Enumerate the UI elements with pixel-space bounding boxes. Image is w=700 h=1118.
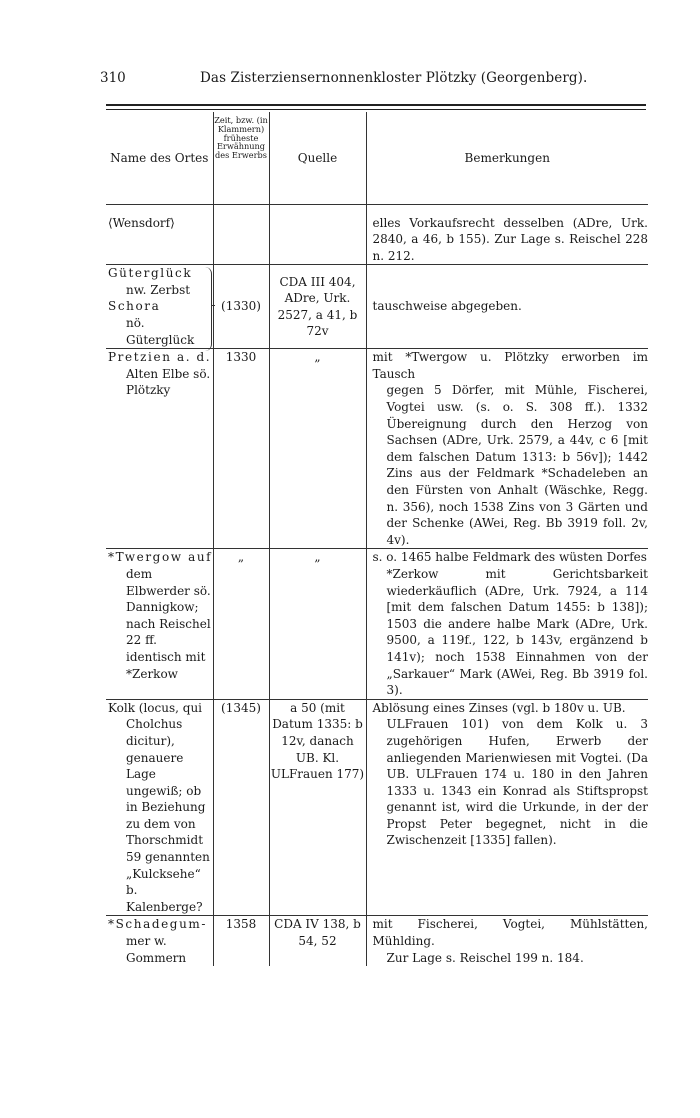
column-header-remarks: Bemerkungen	[366, 112, 648, 205]
running-head: Das Zisterziensernonnenkloster Plötzky (Georgenberg).	[200, 70, 588, 86]
remarks: Ablösung eines Zinses (vgl. b 180v u. UB. ULFrauen 101) von dem Kolk u. 3 zugehörigen Hufen, Erwerb der anliegenden Marienwiesen mit Vogtei. (Da UB. ULFrauen 174 u. 180 in den Jahren 1333 u. 1343 ein Konrad als Stiftspropst genannt ist, wird die Urkunde, in der der Propst Peter begegnet, nicht in die Zwischenzeit [1335] fallen).	[366, 699, 648, 916]
place-name: ⟨Wensdorf⟩	[108, 215, 175, 230]
place-location: nö. Güterglück	[126, 316, 195, 347]
table-row	[106, 916, 648, 966]
table-row	[106, 215, 648, 265]
place-name: *Twergow auf dem Elbwerder sö. Dannigkow; nach Reischel 22 ff. identisch mit *Zerkow	[108, 550, 213, 681]
place-location: nw. Zerbst	[126, 282, 191, 297]
place-register-table	[106, 112, 648, 966]
source-reference	[269, 215, 366, 265]
table-row	[106, 549, 648, 699]
place-name: Pretzien a. d. Alten Elbe sö. Plötzky	[108, 350, 212, 398]
acquisition-date	[213, 215, 269, 265]
source-reference: „	[269, 349, 366, 549]
column-header-source: Quelle	[269, 112, 366, 205]
table-row	[106, 265, 648, 349]
source-reference: a 50 (mit Datum 1335: b 12v, danach UB. Kl. ULFrauen 177)	[269, 699, 366, 916]
header-rule	[106, 104, 646, 106]
source-reference: CDA III 404, ADre, Urk. 2527, a 41, b 72v	[269, 265, 366, 349]
place-name: Kolk (locus, qui Cholchus dicitur), genauere Lage ungewiß; ob in Beziehung zu dem von Thorschmidt 59 genannten „Kulcksehe“ b. Kalenberge?	[108, 700, 210, 914]
table-header-row	[106, 112, 648, 205]
remarks: s. o. 1465 halbe Feldmark des wüsten Dorfes *Zerkow mit Gerichtsbarkeit wiederkäuflich (ADre, Urk. 7924, a 114 [mit dem falschen Datum 1455: b 138]); 1503 die andere halbe Mark (ADre, Urk. 9500, a 119f., 122, b 143v, ergänzend b 141v); noch 1538 Einnahmen von der „Sarkauer“ Mark (AWei, Reg. Bb 3919 fol. 3).	[366, 549, 648, 699]
place-name: Schora	[108, 299, 161, 314]
acquisition-date: (1330)	[213, 265, 269, 349]
source-reference: CDA IV 138, b 54, 52	[269, 916, 366, 966]
remarks: mit Fischerei, Vogtei, Mühlstätten, Mühlding. Zur Lage s. Reischel 199 n. 184.	[366, 916, 648, 966]
source-reference: „	[269, 549, 366, 699]
page-number: 310	[100, 70, 126, 86]
header-rule-thin	[106, 109, 646, 110]
remarks: elles Vorkaufsrecht desselben (ADre, Urk. 2840, a 46, b 155). Zur Lage s. Reischel 228 n. 212.	[366, 215, 648, 265]
table-row	[106, 349, 648, 549]
column-header-date: Zeit, bzw. (in Klammern) früheste Erwähnung des Erwerbs	[213, 112, 269, 205]
column-header-name: Name des Ortes	[110, 150, 209, 165]
acquisition-date: 1330	[213, 349, 269, 549]
acquisition-date: 1358	[213, 916, 269, 966]
table-row	[106, 699, 648, 916]
acquisition-date: (1345)	[213, 699, 269, 916]
place-name: Güterglück	[108, 266, 193, 281]
place-name-group	[106, 265, 213, 349]
place-name: *Schadegum- mer w. Gommern	[108, 917, 208, 965]
remarks: tauschweise abgegeben.	[366, 265, 648, 349]
acquisition-date: „	[213, 549, 269, 699]
remarks: mit *Twergow u. Plötzky erworben im Tausch gegen 5 Dörfer, mit Mühle, Fischerei, Vogtei usw. (s. o. S. 308 ff.). 1332 Übereignung durch den Herzog von Sachsen (ADre, Urk. 2579, a 44v, c 6 [mit dem falschen Datum 1313: b 56v]); 1442 Zins aus der Feldmark *Schadeleben an den Fürsten von Anhalt (Wäschke, Regg. n. 356), noch 1538 Zins von 3 Gärten und der Schenke (AWei, Reg. Bb 3919 foll. 2v, 4v).	[366, 349, 648, 549]
